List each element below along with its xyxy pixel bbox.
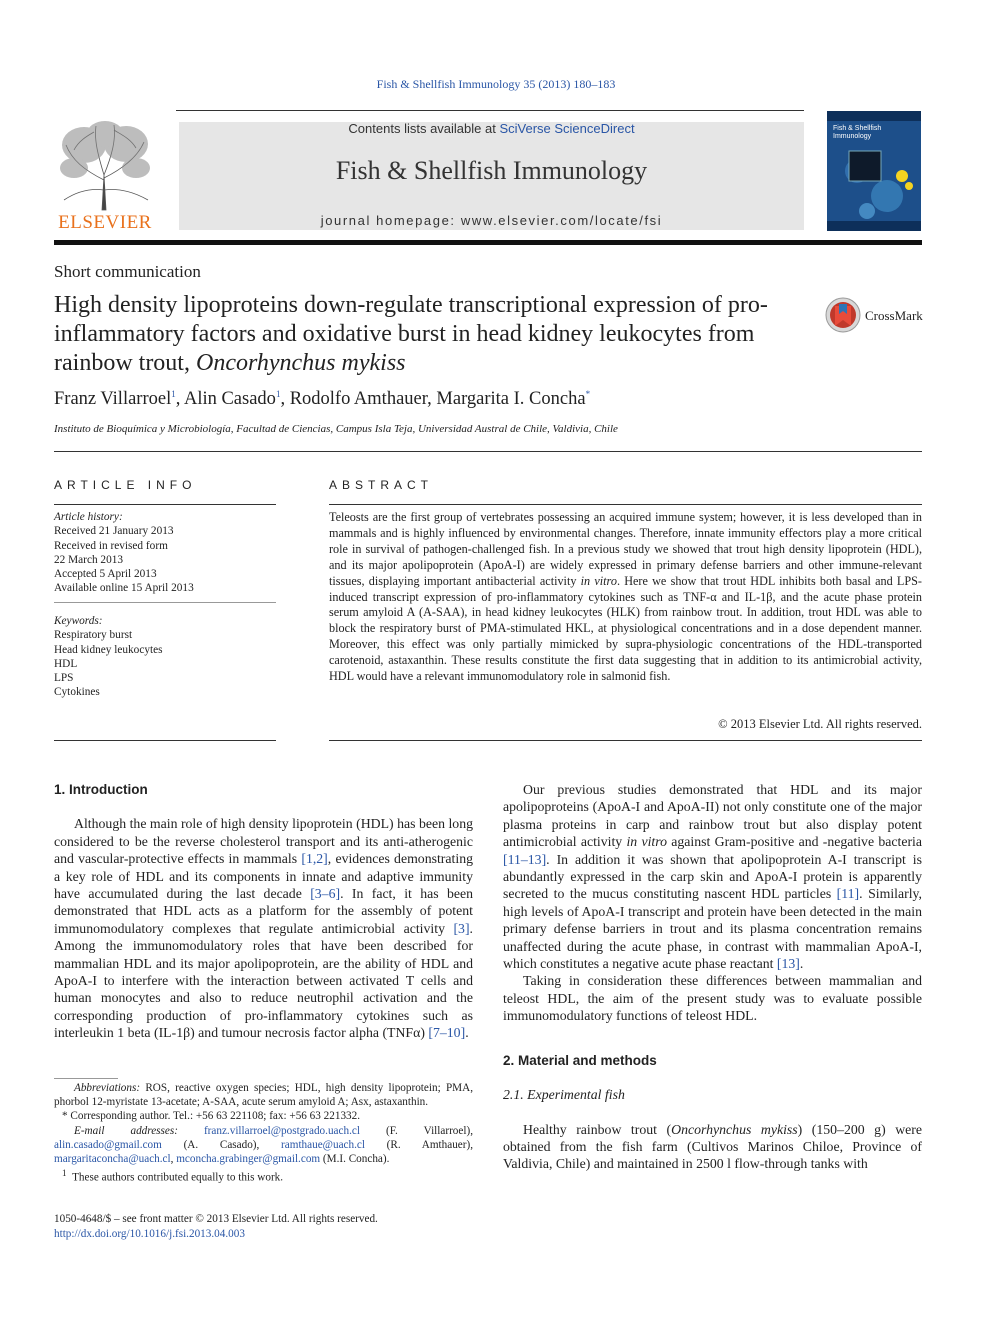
- reference-link[interactable]: [11–13]: [503, 851, 547, 867]
- abstract-rule: [329, 504, 922, 505]
- text: These authors contributed equally to this work.: [72, 1171, 284, 1184]
- journal-citation[interactable]: Fish & Shellfish Immunology 35 (2013) 180–183: [376, 77, 616, 91]
- section-heading-methods: 2. Material and methods: [503, 1052, 657, 1068]
- author-footnote-mark[interactable]: 1: [275, 389, 281, 399]
- reference-link[interactable]: [3–6]: [310, 886, 341, 902]
- subsection-heading-experimental-fish: 2.1. Experimental fish: [503, 1087, 625, 1103]
- corresponding-author-mark[interactable]: *: [585, 389, 591, 399]
- reference-link[interactable]: [13]: [776, 956, 800, 972]
- email-label: E-mail addresses:: [74, 1124, 178, 1137]
- paragraph: Taking in consideration these differences between mammalian and teleost HDL, the aim of the present study was to evaluate possible immunomodulatory functions of teleost HDL.: [503, 973, 922, 1024]
- article-title: [54, 291, 814, 378]
- keyword: LPS: [54, 672, 74, 685]
- reference-link[interactable]: [7–10]: [428, 1025, 466, 1041]
- equal-contribution-footnote: [54, 1166, 473, 1185]
- right-column: [503, 781, 922, 1173]
- cover-title: Fish & Shellfish Immunology: [833, 125, 882, 140]
- text: ROS, reactive oxygen species; HDL, high density lipoprotein; PMA, phorbol 12-myristate 13-acetate; A-SAA, acute serum amyloid A; Asx, astaxanthin.: [54, 1082, 473, 1109]
- history-item: Received in revised form: [54, 539, 168, 552]
- article-info-rule: [54, 504, 276, 505]
- footnote-rule: [54, 1078, 118, 1079]
- footnote-mark: 1: [62, 1168, 67, 1179]
- text: .: [465, 1025, 469, 1041]
- section-heading-introduction: 1. Introduction: [54, 782, 148, 797]
- issn-line: 1050-4648/$ – see front matter © 2013 Elsevier Ltd. All rights reserved.: [54, 1213, 378, 1225]
- author-separator: ,: [280, 389, 290, 410]
- text: , evidences demonstrating a key role of HDL and its components in innate and adaptive immunity have accumulated during the last decade: [54, 851, 473, 902]
- left-column: [54, 781, 473, 1042]
- abstract-heading: ABSTRACT: [329, 478, 434, 492]
- history-item: Received 21 January 2013: [54, 525, 174, 538]
- journal-homepage[interactable]: journal homepage: www.elsevier.com/locate/fsi: [320, 213, 663, 228]
- text: (F. Villarroel),: [359, 1124, 473, 1137]
- abstract-italic: in vitro: [580, 573, 617, 588]
- author-name[interactable]: Margarita I. Concha: [436, 389, 586, 410]
- italic-text: Oncorhynchus mykiss: [671, 1121, 798, 1137]
- author-name[interactable]: Franz Villarroel: [54, 389, 172, 410]
- corresponding-footnote: * Corresponding author. Tel.: +56 63 221108; fax: +56 63 221332.: [62, 1110, 361, 1123]
- email-link[interactable]: margaritaconcha@uach.cl: [54, 1153, 171, 1166]
- article-info-bottom-rule: [54, 740, 276, 741]
- text: Healthy rainbow trout (: [523, 1121, 672, 1137]
- text: against Gram-positive and -negative bacteria: [667, 834, 922, 850]
- author-list: [54, 389, 590, 410]
- paragraph: [503, 1121, 922, 1173]
- keyword: Respiratory burst: [54, 629, 133, 642]
- text: . Similarly, high levels of ApoA-I transcript and protein have been detected in the main primary defense barriers in trout and its plasma concentration remains unaffected during the acute phase, in contrast with mammalian ApoA-I, which constitutes a negative acute phase reactant: [503, 886, 922, 972]
- email-footnote: [54, 1124, 473, 1167]
- author-name[interactable]: Alin Casado: [183, 389, 276, 410]
- abstract-text: [329, 510, 922, 685]
- footnotes: [54, 1081, 473, 1185]
- journal-cover-image: [827, 111, 921, 231]
- article-info-heading: ARTICLE INFO: [54, 478, 197, 492]
- abbreviations-footnote: [54, 1081, 473, 1109]
- italic-text: in vitro: [626, 834, 668, 850]
- title-main: High density lipoproteins down-regulate transcriptional expression of pro-inflammatory factors and oxidative burst in head kidney leukocytes from rainbow trout,: [54, 292, 768, 376]
- reference-link[interactable]: [1,2]: [301, 851, 328, 867]
- journal-title: Fish & Shellfish Immunology: [335, 156, 648, 185]
- article-info-separator: [54, 602, 276, 603]
- title-block-rule: [54, 451, 922, 452]
- affiliation: Instituto de Bioquímica y Microbiología, Facultad de Ciencias, Campus Isla Teja, Universidad Austral de Chile, Valdivia, Chile: [54, 423, 618, 435]
- author-separator: ,: [427, 389, 437, 410]
- text: (A. Casado),: [161, 1138, 282, 1151]
- keyword: Cytokines: [54, 686, 100, 699]
- reference-link[interactable]: [3]: [453, 920, 470, 936]
- text: Although the main role of high density lipoprotein (HDL) has been long considered to be the reverse cholesterol transport and its anti-atherogenic and vascular-protective effects in mammals: [54, 816, 473, 867]
- email-link[interactable]: ramthaue@uach.cl: [281, 1138, 365, 1151]
- abstract-part: Teleosts are the first group of vertebrates possessing an acquired immune system; however, it is less developed than in mammals and is highly influenced by environmental changes. Therefore, innate immunity effectors play a more critical role in survival of pathogen-challenged fish. In a previous study we showed that trout high density lipoprotein (HDL), and its major apolipoprotein (ApoA-I) are widely expressed in primary defense barriers and other immune-relevant tissues, displaying important antibacterial activity: [329, 510, 922, 588]
- intro-paragraph: [54, 815, 473, 1041]
- reference-link[interactable]: [11]: [836, 886, 860, 902]
- doi-link[interactable]: http://dx.doi.org/10.1016/j.fsi.2013.04.003: [54, 1227, 245, 1240]
- title-species: Oncorhynchus mykiss: [195, 350, 406, 376]
- history-item: Available online 15 April 2013: [54, 582, 194, 595]
- author-footnote-mark[interactable]: 1: [171, 389, 176, 399]
- history-label: Article history:: [54, 511, 123, 523]
- crossmark-button[interactable]: [825, 296, 925, 336]
- abstract-part: . Here we show that trout HDL inhibits both basal and LPS-induced transcript expression of pro-inflammatory cytokines such as TNF-α and IL-1β, and the acute phase protein serum amyloid A (A-SAA), in head kidney leukocytes (HLK) from rainbow trout. In addition, trout HDL was able to block the respiratory burst of PMA-stimulated HKL, at physiological concentrations and in a dose dependent manner. Moreover, this effect was only partially mimicked by supra-physiologic concentrations of the HDL-transported carotenoid, astaxanthin. These results constitute the first data suggesting that in addition to its antimicrobial activity, HDL would have a relevant immunomodulatory role in salmonid fish.: [329, 573, 922, 684]
- email-link[interactable]: alin.casado@gmail.com: [54, 1138, 162, 1151]
- keywords: [54, 614, 276, 700]
- email-link[interactable]: mconcha.grabinger@gmail.com: [176, 1153, 321, 1166]
- header-thick-rule: [54, 240, 922, 245]
- text: ,: [170, 1153, 177, 1166]
- keyword: HDL: [54, 657, 78, 670]
- abstract-copyright: © 2013 Elsevier Ltd. All rights reserved.: [718, 717, 922, 731]
- text: . In addition it was shown that apolipoprotein A-I transcript is abundantly expressed in the carp skin and ApoA-I protein is apparently secreted to the mucus constituting nascent HDL particles: [503, 851, 922, 902]
- author-name[interactable]: Rodolfo Amthauer: [289, 389, 428, 410]
- cover-artwork-icon: [827, 111, 921, 231]
- history-item: 22 March 2013: [54, 553, 124, 566]
- keyword: Head kidney leukocytes: [54, 643, 163, 656]
- author-separator: ,: [175, 389, 184, 410]
- text: .: [799, 956, 804, 972]
- article-history: [54, 510, 276, 596]
- text: . Among the immunomodulatory roles that have been described for mammalian HDL and its major apolipoprotein, are the ability of HDL and ApoA-I to interfere with the interaction between activated T cells and human monocytes and also to reduce neutrophil activation and the corresponding production of pro-inflammatory cytokines such as interleukin 1 beta (IL-1β) and tumour necrosis factor alpha (TNFα): [54, 920, 473, 1041]
- crossmark-label: CrossMark: [865, 308, 923, 323]
- contents-line: [179, 121, 804, 136]
- text: (R. Amthauer),: [364, 1138, 474, 1151]
- sciencedirect-link[interactable]: SciVerse ScienceDirect: [499, 121, 635, 136]
- history-item: Accepted 5 April 2013: [54, 568, 157, 581]
- contents-prefix: Contents lists available at: [348, 121, 500, 136]
- bottom-matter: [54, 1212, 378, 1241]
- text: . In fact, it has been demonstrated that HDL acts as a platform for the assembly of potent immunomodulatory complexes that regulate antimicrobial activity: [54, 886, 473, 936]
- abstract-bottom-rule: [329, 740, 922, 741]
- abbreviations-label: Abbreviations:: [74, 1082, 141, 1094]
- email-link[interactable]: franz.villarroel@postgrado.uach.cl: [203, 1124, 360, 1137]
- paragraph: [503, 781, 922, 972]
- crossmark-icon: [825, 296, 865, 336]
- text: (M.I. Concha).: [320, 1153, 390, 1166]
- elsevier-wordmark: ELSEVIER: [58, 212, 152, 233]
- text: Our previous studies demonstrated that HDL and its major apolipoproteins (ApoA-I and ApoA-II) not only constitute one of the major plasma proteins in carp and rainbow trout but also display potent antimicrobial activity: [503, 782, 922, 850]
- tree-icon: [54, 120, 156, 212]
- keywords-label: Keywords:: [54, 615, 103, 627]
- text: ) (150–200 g) were obtained from the fish farm (Cultivos Marinos Chiloe, Province of Valdivia, Chile) and maintained in 2500 l flow-through tanks with: [503, 1121, 923, 1172]
- article-type: Short communication: [54, 262, 201, 281]
- header-top-rule: [176, 110, 804, 111]
